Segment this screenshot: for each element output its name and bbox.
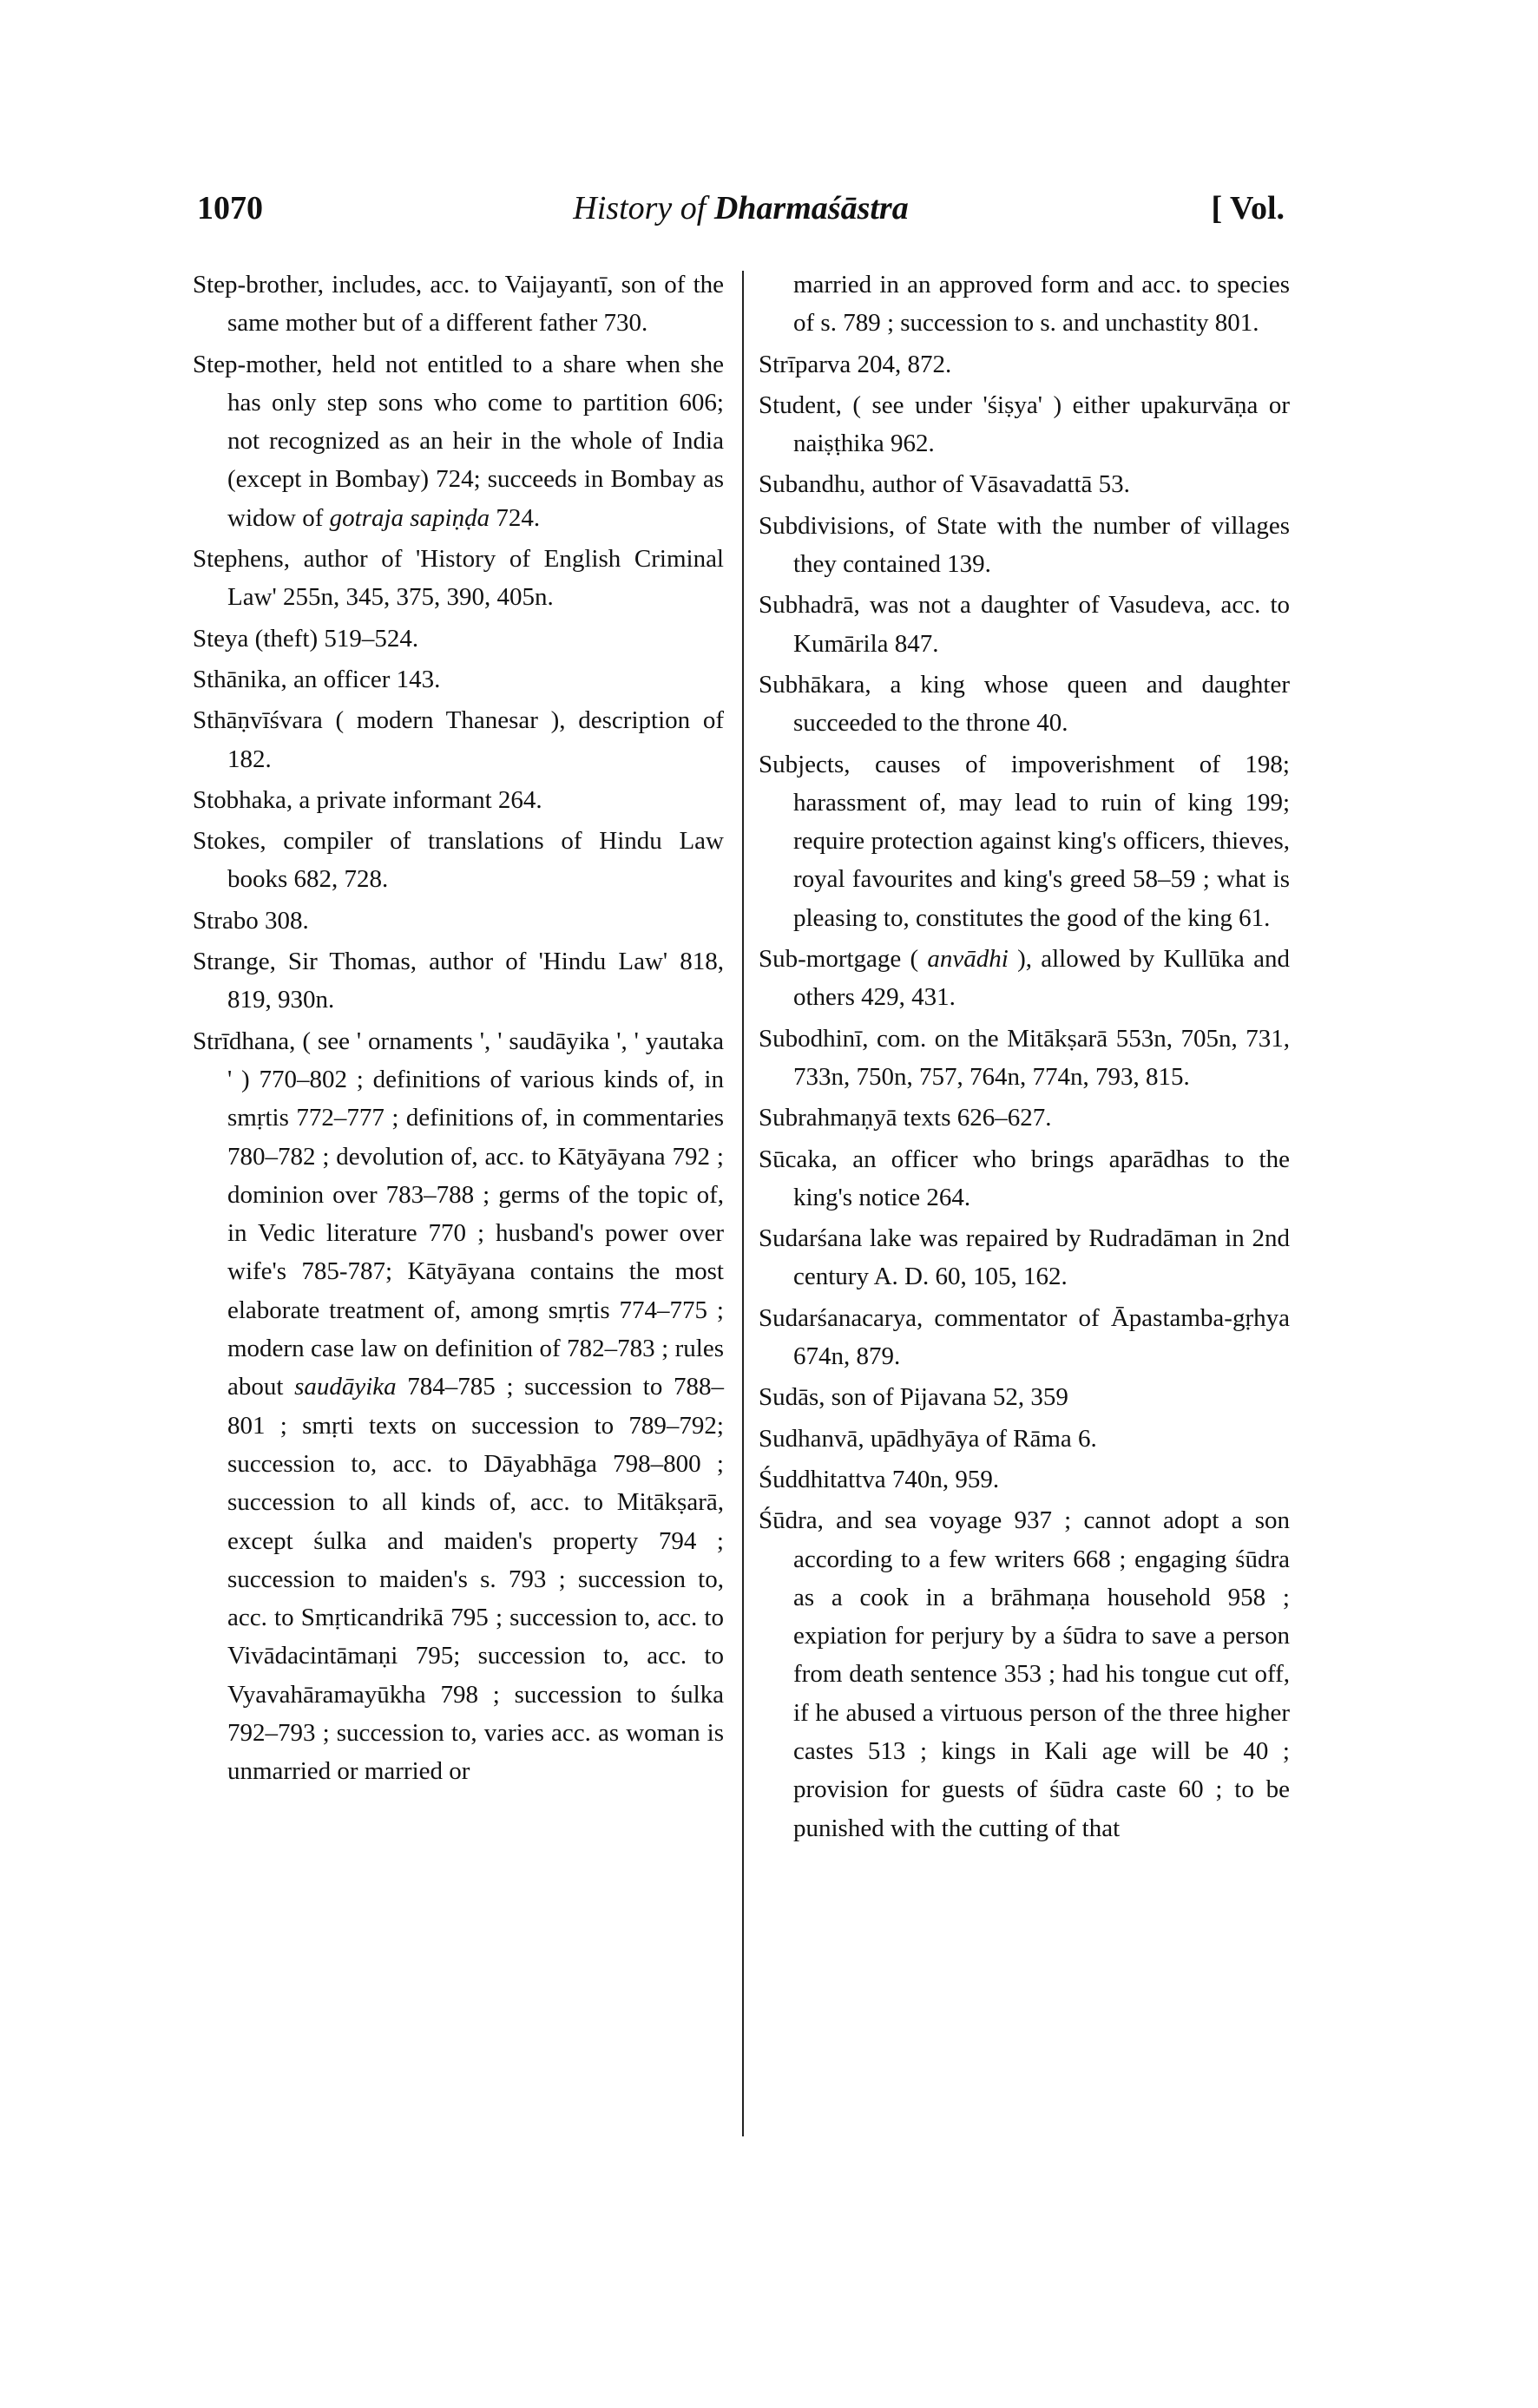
index-entry xyxy=(759,940,1290,1017)
index-entry xyxy=(759,465,1290,503)
entry-text: Śūdra, and sea voyage 937 ; cannot adopt a son according to a few writers 668 ; engaging śūdra as a cook in a brāhmaṇa household 958 ; expiation for perjury by a śūdra to save a person from death sentence 353 ; had his tongue cut off, if he abused a virtuous person of the three higher castes 513 ; kings in Kali age will be 40 ; provision for guests of śūdra caste 60 ; to be punished with the cutting of that xyxy=(759,1506,1290,1842)
index-column-left xyxy=(193,266,724,1794)
entry-text: Strīparva 204, 872. xyxy=(759,350,952,378)
entry-text: Subhadrā, was not a daughter of Vasudeva, acc. to Kumārila 847. xyxy=(759,591,1290,658)
index-entry xyxy=(193,781,724,819)
entry-text: Strange, Sir Thomas, author of 'Hindu Law' 818, 819, 930n. xyxy=(193,948,724,1014)
index-entry xyxy=(193,701,724,778)
index-entry xyxy=(193,822,724,899)
entry-text: Subhākara, a king whose queen and daughter succeeded to the throne 40. xyxy=(759,670,1290,738)
index-entry xyxy=(759,1378,1290,1416)
entry-text: Subrahmaṇyā texts 626–627. xyxy=(759,1104,1052,1132)
entry-text: Step-mother, held not entitled to a share when she has only step sons who come to partition 606; not recognized as an heir in the whole of India (except in Bombay) 724; succeeds in Bombay as widow of xyxy=(193,350,724,532)
italic-term: anvādhi xyxy=(927,945,1009,974)
entry-text: 784–785 ; succession to 788–801 ; smṛti texts on succession to 789–792; succession to, acc. to Dāyabhāga 798–800 ; succession to all kinds of, acc. to Mitākṣarā, except śulka and maiden's property 794 ; succession to maiden's s. 793 ; succession to, acc. to Smṛticandrikā 795 ; succession to, acc. to Vivādacintāmaṇi 795; succession to, acc. to Vyavahāramayūkha 798 ; succession to śulka 792–793 ; succession to, varies acc. as woman is unmarried or married or xyxy=(227,1373,724,1786)
index-entry xyxy=(759,745,1290,937)
entry-text: Strabo 308. xyxy=(193,906,309,935)
index-entry xyxy=(759,1140,1290,1217)
index-entry xyxy=(759,586,1290,663)
entry-text: Sūcaka, an officer who brings aparādhas to the king's notice 264. xyxy=(759,1145,1290,1211)
index-entry xyxy=(193,620,724,658)
entry-text: Sudhanvā, upādhyāya of Rāma 6. xyxy=(759,1424,1097,1453)
title-part-1: History of xyxy=(573,190,714,226)
index-entry xyxy=(193,660,724,699)
title-part-2: Dharmaśāstra xyxy=(713,190,909,226)
index-entry-continued xyxy=(759,266,1290,343)
index-entry xyxy=(193,540,724,617)
index-entry xyxy=(759,1420,1290,1458)
column-divider xyxy=(742,271,744,2136)
entry-text: married in an approved form and acc. to species of s. 789 ; succession to s. and unchastity 801. xyxy=(793,271,1290,338)
entry-text: Stokes, compiler of translations of Hindu Law books 682, 728. xyxy=(193,827,724,894)
entry-text: Strīdhana, ( see ' ornaments ', ' saudāyika ', ' yautaka ' ) 770–802 ; definitions of various kinds of, in smṛtis 772–777 ; definitions of, in commentaries 780–782 ; devolution of, acc. to Kātyāyana 792 ; dominion over 783–788 ; germs of the topic of, in Vedic literature 770 ; husband's power over wife's 785-787; Kātyāyana contains the most elaborate treatment of, among smṛtis 774–775 ; modern case law on definition of 782–783 ; rules about xyxy=(193,1027,724,1401)
index-column-right xyxy=(759,266,1290,1850)
entry-text: 724. xyxy=(490,503,541,532)
running-title xyxy=(197,189,1285,227)
entry-text: Student, ( see under 'śiṣya' ) either upakurvāṇa or naiṣṭhika 962. xyxy=(759,390,1290,458)
entry-text: Sthānika, an officer 143. xyxy=(193,665,441,693)
index-entry xyxy=(193,266,724,343)
entry-text: ), allowed by Kullūka and others 429, 431. xyxy=(793,945,1290,1012)
entry-text: Sub-mortgage ( xyxy=(759,945,928,974)
entry-text: Sudās, son of Pijavana 52, 359 xyxy=(759,1383,1068,1412)
index-entry xyxy=(759,666,1290,743)
page-number: 1070 xyxy=(197,190,263,226)
index-entry xyxy=(759,345,1290,384)
index-entry xyxy=(759,1501,1290,1847)
entry-text: Subjects, causes of impoverishment of 198; harassment of, may lead to ruin of king 199; require protection against king's officers, thieves, royal favourites and king's greed 58–59 ; what is pleasing to, constitutes the good of the king 61. xyxy=(759,750,1290,932)
italic-term: gotraja sapiṇḍa xyxy=(329,503,490,532)
entry-text: Step-brother, includes, acc. to Vaijayantī, son of the same mother but of a different father 730. xyxy=(193,271,724,338)
entry-text: Śuddhitattva 740n, 959. xyxy=(759,1465,1000,1493)
index-entry xyxy=(759,1460,1290,1499)
index-entry xyxy=(759,507,1290,584)
index-entry xyxy=(759,386,1290,463)
entry-text: Sthāṇvīśvara ( modern Thanesar ), description of 182. xyxy=(193,706,724,773)
entry-text: Stobhaka, a private informant 264. xyxy=(193,785,542,814)
volume-label: [ Vol. xyxy=(1211,190,1285,226)
index-entry xyxy=(193,942,724,1020)
index-entry xyxy=(193,1022,724,1791)
index-entry xyxy=(759,1099,1290,1137)
entry-text: Sudarśana lake was repaired by Rudradāman in 2nd century A. D. 60, 105, 162. xyxy=(759,1224,1290,1291)
entry-text: Subandhu, author of Vāsavadattā 53. xyxy=(759,470,1130,499)
index-entry xyxy=(193,345,724,537)
italic-term: saudāyika xyxy=(294,1373,397,1401)
index-entry xyxy=(759,1020,1290,1097)
entry-text: Subdivisions, of State with the number of villages they contained 139. xyxy=(759,511,1290,579)
index-entry xyxy=(193,902,724,940)
entry-text: Steya (theft) 519–524. xyxy=(193,624,419,653)
entry-text: Stephens, author of 'History of English Criminal Law' 255n, 345, 375, 390, 405n. xyxy=(193,545,724,612)
running-header xyxy=(197,189,1285,241)
index-entry xyxy=(759,1299,1290,1376)
index-entry xyxy=(759,1219,1290,1296)
entry-text: Subodhinī, com. on the Mitākṣarā 553n, 705n, 731, 733n, 750n, 757, 764n, 774n, 793, 815. xyxy=(759,1024,1290,1091)
entry-text: Sudarśanacarya, commentator of Āpastamba-gṛhya 674n, 879. xyxy=(759,1303,1290,1371)
